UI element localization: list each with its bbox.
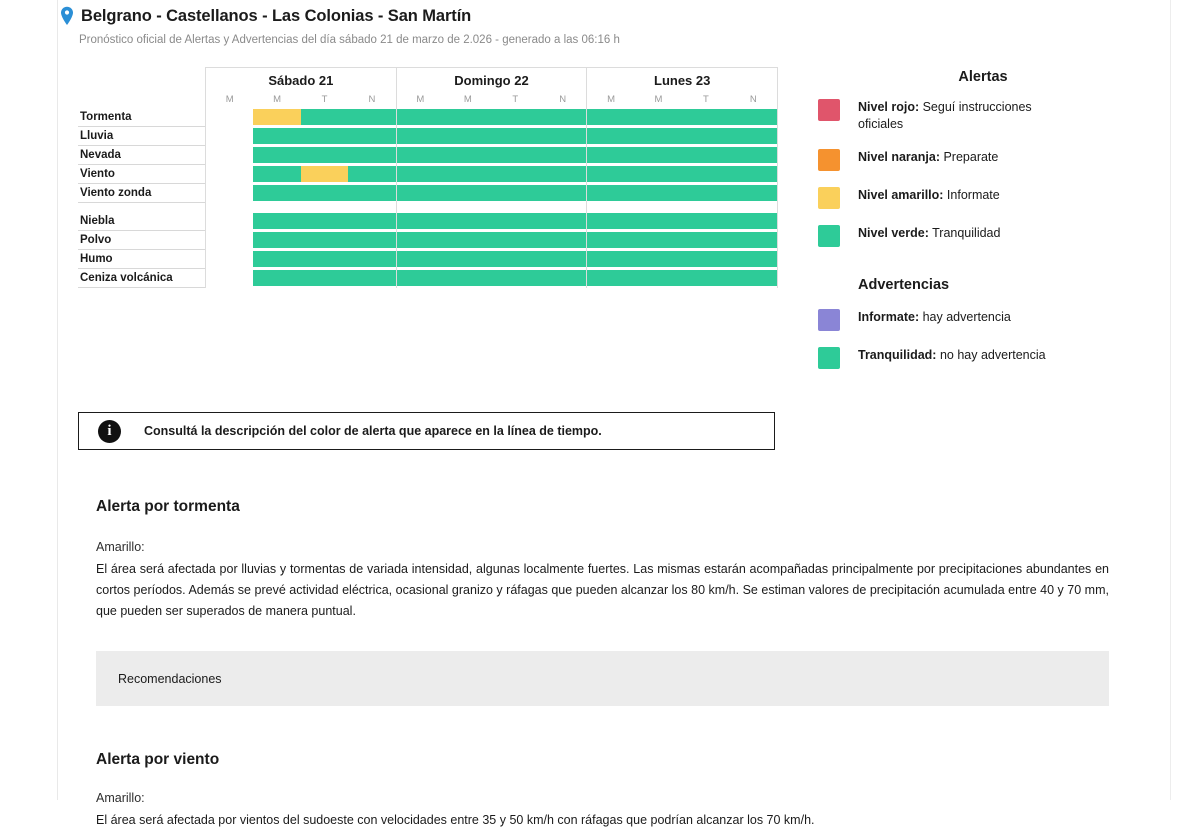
timeline-cell[interactable] (492, 147, 539, 163)
timeline-cell[interactable] (539, 270, 586, 286)
timeline-cell[interactable] (206, 109, 253, 125)
timeline-row-spacer (78, 203, 205, 212)
page-header (60, 0, 1170, 26)
day-name: Lunes 23 (654, 73, 711, 88)
timeline-cell[interactable] (348, 109, 395, 125)
timeline-daygroup (205, 231, 396, 250)
slot-label: N (368, 94, 376, 105)
section-body: El área será afectada por vientos del sudoeste con velocidades entre 35 y 50 km/h con ráfagas que podrían alcanzar los 70 km/h. (96, 813, 815, 827)
timeline-cell[interactable] (301, 213, 348, 229)
timeline-cell[interactable] (301, 232, 348, 248)
timeline-cell[interactable] (301, 166, 348, 182)
timeline-row-cells (205, 184, 778, 203)
timeline-cell[interactable] (253, 109, 300, 125)
timeline-row-label: Ceniza volcánica (78, 269, 205, 288)
timeline-row-label: Viento zonda (78, 184, 205, 203)
slot-label: M (225, 94, 234, 105)
timeline-cell[interactable] (730, 203, 777, 212)
timeline-cell[interactable] (635, 128, 682, 144)
timeline-cell[interactable] (206, 128, 253, 144)
timeline-cell[interactable] (730, 232, 777, 248)
timeline-day-2 (586, 67, 778, 108)
timeline-cell[interactable] (444, 109, 491, 125)
timeline-row-label: Humo (78, 250, 205, 269)
timeline-cell[interactable] (348, 251, 395, 267)
timeline-cell[interactable] (253, 147, 300, 163)
page-title: Belgrano - Castellanos - Las Colonias - San Martín (81, 6, 472, 25)
timeline-daygroup (205, 212, 396, 231)
legend-warning-label: Informate: hay advertencia (858, 310, 1011, 324)
timeline-daygroup (586, 203, 778, 212)
timeline-cell[interactable] (253, 232, 300, 248)
timeline-cell[interactable] (635, 270, 682, 286)
timeline-cell[interactable] (253, 166, 300, 182)
timeline-daygroup (396, 250, 587, 269)
timeline-cell[interactable] (587, 147, 634, 163)
timeline-cell[interactable] (253, 185, 300, 201)
legend-warning-item (818, 309, 1148, 331)
timeline-cell[interactable] (492, 232, 539, 248)
timeline-cell[interactable] (635, 185, 682, 201)
timeline-cell[interactable] (301, 270, 348, 286)
timeline-daygroup (586, 165, 778, 184)
timeline-cell[interactable] (635, 166, 682, 182)
legend-alert-swatch (818, 149, 840, 171)
timeline-daygroup (396, 212, 587, 231)
timeline-row-label: Tormenta (78, 108, 205, 127)
timeline-daygroup (586, 250, 778, 269)
slot-label: T (512, 94, 519, 105)
timeline-cell[interactable] (539, 166, 586, 182)
timeline-cell[interactable] (348, 166, 395, 182)
timeline-row-cells (205, 269, 778, 288)
timeline-daygroup (396, 108, 587, 127)
timeline-daygroup (586, 212, 778, 231)
timeline-cell[interactable] (682, 147, 729, 163)
timeline-cell[interactable] (730, 166, 777, 182)
timeline-cell[interactable] (397, 232, 444, 248)
timeline-cell[interactable] (539, 203, 586, 212)
recommendations-panel[interactable] (96, 651, 1109, 706)
legend-warning-swatch (818, 309, 840, 331)
section-body: El área será afectada por lluvias y tormentas de variada intensidad, algunas localmente fuertes. Las mismas estarán acompañadas principalmente por precipitaciones abundantes en cortos períodos. Además se prevé actividad eléctrica, ocasional granizo y ráfagas que pueden alcanzar los 80 km/h. Se estiman valores de precipitación acumulada entre 40 y 70 mm, que pueden ser superados de manera puntual. (96, 562, 1109, 618)
timeline-cell[interactable] (587, 270, 634, 286)
timeline-cell[interactable] (635, 213, 682, 229)
day-slots (587, 94, 777, 108)
legend-alert-swatch (818, 187, 840, 209)
timeline-cell[interactable] (253, 270, 300, 286)
timeline-day-0 (205, 67, 396, 108)
timeline-row (78, 146, 778, 165)
timeline-row-label: Viento (78, 165, 205, 184)
timeline-cell[interactable] (730, 270, 777, 286)
timeline-cell[interactable] (730, 251, 777, 267)
timeline-row-cells (205, 165, 778, 184)
alert-section-tormenta (96, 498, 1109, 706)
timeline-row-cells (205, 127, 778, 146)
timeline-cell[interactable] (682, 203, 729, 212)
timeline-row-cells (205, 146, 778, 165)
alert-timeline (78, 67, 778, 385)
timeline-cell[interactable] (397, 128, 444, 144)
timeline-cell[interactable] (492, 166, 539, 182)
timeline-cell[interactable] (348, 213, 395, 229)
timeline-daygroup (396, 146, 587, 165)
timeline-row (78, 212, 778, 231)
timeline-cell[interactable] (635, 203, 682, 212)
left-margin (0, 0, 58, 800)
timeline-cell[interactable] (539, 213, 586, 229)
legend-alert-swatch (818, 99, 840, 121)
timeline-cell[interactable] (301, 203, 348, 212)
timeline-cell[interactable] (301, 185, 348, 201)
timeline-row-cells (205, 212, 778, 231)
timeline-daygroup (205, 165, 396, 184)
timeline-cell[interactable] (444, 128, 491, 144)
legend-alert-label: Nivel naranja: Preparate (858, 150, 999, 164)
page-content (60, 0, 1170, 827)
timeline-cell[interactable] (682, 166, 729, 182)
timeline-cell[interactable] (539, 147, 586, 163)
timeline-cell[interactable] (682, 213, 729, 229)
timeline-daygroup (396, 231, 587, 250)
slot-label: M (654, 94, 663, 105)
timeline-cell[interactable] (206, 185, 253, 201)
timeline-row (78, 127, 778, 146)
timeline-row-cells (205, 203, 778, 212)
timeline-cell[interactable] (444, 147, 491, 163)
timeline-cell[interactable] (397, 147, 444, 163)
timeline-header (78, 67, 778, 108)
slot-label: T (321, 94, 328, 105)
day-slots (397, 94, 587, 108)
section-level: Amarillo: (96, 791, 145, 805)
timeline-cell[interactable] (206, 232, 253, 248)
timeline-cell[interactable] (587, 232, 634, 248)
timeline-cell[interactable] (730, 147, 777, 163)
timeline-cell[interactable] (635, 147, 682, 163)
timeline-cell[interactable] (682, 270, 729, 286)
timeline-daygroup (205, 146, 396, 165)
timeline-cell[interactable] (206, 213, 253, 229)
timeline-cell[interactable] (397, 213, 444, 229)
timeline-cell[interactable] (682, 109, 729, 125)
info-banner (78, 412, 775, 450)
timeline-cell[interactable] (587, 251, 634, 267)
timeline-cell[interactable] (444, 251, 491, 267)
day-slots (206, 94, 396, 108)
info-icon: i (98, 420, 121, 443)
timeline-cell[interactable] (253, 128, 300, 144)
timeline-row (78, 231, 778, 250)
timeline-cell[interactable] (301, 109, 348, 125)
section-title: Alerta por tormenta (96, 498, 240, 515)
timeline-cell[interactable] (587, 109, 634, 125)
map-pin-icon (60, 6, 74, 26)
right-margin (1170, 0, 1200, 800)
legend-warning-swatch (818, 347, 840, 369)
timeline-cell[interactable] (635, 232, 682, 248)
timeline-cell[interactable] (206, 203, 253, 212)
slot-label: M (273, 94, 282, 105)
timeline-cell[interactable] (587, 185, 634, 201)
legend-panel (818, 67, 1148, 385)
timeline-row-label: Nevada (78, 146, 205, 165)
timeline-cell[interactable] (397, 270, 444, 286)
timeline-day-1 (396, 67, 587, 108)
timeline-daygroup (586, 269, 778, 288)
timeline-daygroup (586, 108, 778, 127)
timeline-daygroup (205, 250, 396, 269)
timeline-cell[interactable] (301, 147, 348, 163)
timeline-cell[interactable] (397, 203, 444, 212)
timeline-cell[interactable] (539, 185, 586, 201)
timeline-cell[interactable] (730, 128, 777, 144)
timeline-cell[interactable] (206, 147, 253, 163)
timeline-cell[interactable] (492, 213, 539, 229)
timeline-cell[interactable] (348, 185, 395, 201)
legend-alert-swatch (818, 225, 840, 247)
legend-alerts-title: Alertas (958, 69, 1008, 85)
timeline-cell[interactable] (206, 270, 253, 286)
timeline-cell[interactable] (397, 185, 444, 201)
slot-label: T (702, 94, 709, 105)
timeline-row-label: Polvo (78, 231, 205, 250)
timeline-daygroup (586, 146, 778, 165)
timeline-cell[interactable] (587, 213, 634, 229)
timeline-row (78, 184, 778, 203)
timeline-cell[interactable] (682, 185, 729, 201)
timeline-cell[interactable] (253, 203, 300, 212)
timeline-cell[interactable] (348, 203, 395, 212)
legend-alert-item (818, 225, 1148, 247)
timeline-rows (78, 108, 778, 288)
timeline-row (78, 250, 778, 269)
timeline-cell[interactable] (730, 109, 777, 125)
legend-warning-item (818, 347, 1148, 369)
timeline-row-cells (205, 108, 778, 127)
timeline-cell[interactable] (444, 232, 491, 248)
timeline-cell[interactable] (253, 251, 300, 267)
day-name: Sábado 21 (268, 73, 334, 88)
timeline-cell[interactable] (730, 185, 777, 201)
timeline-cell[interactable] (348, 147, 395, 163)
timeline-cell[interactable] (397, 109, 444, 125)
page-subtitle: Pronóstico oficial de Alertas y Advertencias del día sábado 21 de marzo de 2.026 - generado a las 06:16 h (79, 34, 620, 46)
timeline-cell[interactable] (301, 251, 348, 267)
timeline-cell[interactable] (206, 251, 253, 267)
timeline-cell[interactable] (492, 109, 539, 125)
legend-warnings-title: Advertencias (858, 277, 950, 293)
timeline-daygroup (396, 184, 587, 203)
section-title: Alerta por viento (96, 751, 220, 768)
timeline-daygroup (586, 127, 778, 146)
timeline-cell[interactable] (444, 185, 491, 201)
legend-warning-label: Tranquilidad: no hay advertencia (858, 348, 1046, 362)
timeline-row (78, 108, 778, 127)
timeline-cell[interactable] (587, 128, 634, 144)
forecast-panel (60, 67, 1170, 385)
timeline-cell[interactable] (492, 270, 539, 286)
timeline-row-cells (205, 250, 778, 269)
timeline-cell[interactable] (492, 185, 539, 201)
timeline-cell[interactable] (539, 232, 586, 248)
timeline-cell[interactable] (730, 213, 777, 229)
timeline-cell[interactable] (206, 166, 253, 182)
timeline-cell[interactable] (444, 166, 491, 182)
timeline-daygroup (205, 269, 396, 288)
timeline-cell[interactable] (682, 232, 729, 248)
timeline-daygroup (396, 203, 587, 212)
timeline-cell[interactable] (444, 203, 491, 212)
slot-label: M (463, 94, 472, 105)
timeline-cell[interactable] (301, 128, 348, 144)
timeline-daygroup (205, 184, 396, 203)
legend-alerts-list (818, 99, 1148, 247)
legend-alert-item (818, 149, 1148, 171)
timeline-daygroup (205, 203, 396, 212)
timeline-cell[interactable] (635, 109, 682, 125)
legend-alert-label: Nivel verde: Tranquilidad (858, 226, 1001, 240)
timeline-cell[interactable] (539, 109, 586, 125)
timeline-row-separator (78, 203, 778, 212)
timeline-daygroup (396, 165, 587, 184)
timeline-cell[interactable] (682, 128, 729, 144)
alert-section-viento (96, 751, 1109, 831)
timeline-cell[interactable] (444, 270, 491, 286)
timeline-daygroup (205, 108, 396, 127)
timeline-cell[interactable] (348, 232, 395, 248)
timeline-cell[interactable] (348, 128, 395, 144)
slot-label: N (749, 94, 757, 105)
timeline-cell[interactable] (492, 203, 539, 212)
timeline-cell[interactable] (444, 213, 491, 229)
timeline-cell[interactable] (682, 251, 729, 267)
timeline-cell[interactable] (397, 166, 444, 182)
timeline-daygroup (396, 127, 587, 146)
slot-label: N (559, 94, 567, 105)
recommendations-label: Recomendaciones (118, 671, 222, 686)
slot-label: M (416, 94, 425, 105)
legend-alert-item (818, 187, 1148, 209)
info-banner-text: Consultá la descripción del color de alerta que aparece en la línea de tiempo. (144, 424, 602, 438)
timeline-daygroup (396, 269, 587, 288)
timeline-cell[interactable] (539, 128, 586, 144)
timeline-row-cells (205, 231, 778, 250)
timeline-header-spacer (78, 67, 205, 108)
legend-alert-label: Nivel rojo: Seguí instrucciones oficiales (858, 100, 1032, 131)
timeline-cell[interactable] (397, 251, 444, 267)
timeline-cell[interactable] (348, 270, 395, 286)
timeline-row-label: Niebla (78, 212, 205, 231)
timeline-daygroup (205, 127, 396, 146)
timeline-cell[interactable] (587, 166, 634, 182)
timeline-cell[interactable] (539, 251, 586, 267)
legend-alert-label: Nivel amarillo: Informate (858, 188, 1000, 202)
legend-alert-item (818, 99, 1148, 133)
legend-warnings-list (818, 309, 1148, 369)
timeline-row-label: Lluvia (78, 127, 205, 146)
timeline-cell[interactable] (492, 128, 539, 144)
timeline-cell[interactable] (253, 213, 300, 229)
slot-label: M (607, 94, 616, 105)
day-name: Domingo 22 (454, 73, 529, 88)
timeline-row (78, 165, 778, 184)
timeline-cell[interactable] (587, 203, 634, 212)
section-level: Amarillo: (96, 540, 145, 554)
timeline-daygroup (586, 231, 778, 250)
timeline-daygroup (586, 184, 778, 203)
timeline-cell[interactable] (635, 251, 682, 267)
timeline-row (78, 269, 778, 288)
timeline-cell[interactable] (492, 251, 539, 267)
